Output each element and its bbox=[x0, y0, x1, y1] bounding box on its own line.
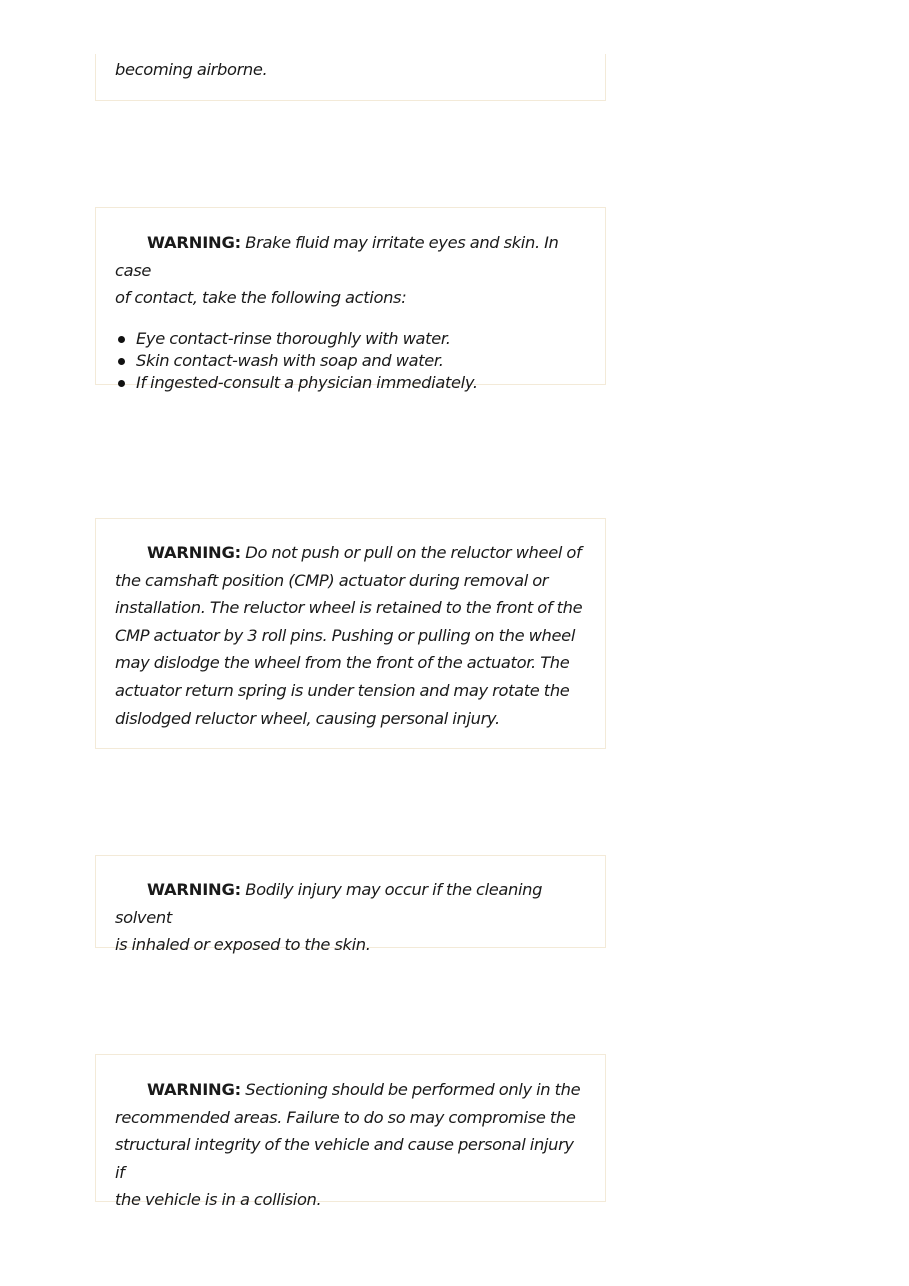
warning-line: Do not push or pull on the reluctor wheel of bbox=[240, 543, 582, 562]
warning-line: Bodily injury may occur if the cleaning solvent bbox=[115, 880, 543, 927]
warning-line: actuator return spring is under tension and may rotate the bbox=[115, 680, 570, 700]
list-item bbox=[136, 372, 605, 394]
bullet-icon bbox=[118, 358, 125, 365]
warning-line: of contact, take the following actions: bbox=[115, 288, 407, 308]
warning-label: WARNING: bbox=[147, 233, 241, 252]
warning-text bbox=[96, 1055, 605, 1214]
notice-line: becoming airborne. bbox=[115, 60, 268, 79]
notice-text bbox=[96, 54, 605, 84]
warning-box-cleaning-solvent bbox=[95, 855, 606, 955]
warning-text bbox=[96, 856, 605, 959]
warning-line: recommended areas. Failure to do so may compromise the bbox=[115, 1107, 576, 1127]
warning-line: Brake fluid may irritate eyes and skin. In case bbox=[115, 233, 559, 280]
warning-line: CMP actuator by 3 roll pins. Pushing or pulling on the wheel bbox=[115, 625, 576, 645]
list-item-text: Skin contact-wash with soap and water. bbox=[136, 350, 444, 370]
warning-line: the camshaft position (CMP) actuator during removal or bbox=[115, 570, 549, 590]
warning-line: Sectioning should be performed only in the bbox=[240, 1080, 581, 1099]
notice-box-continuation bbox=[95, 54, 606, 101]
actions-list bbox=[96, 328, 605, 394]
list-item-text: If ingested-consult a physician immediately. bbox=[136, 372, 478, 392]
warning-box-reluctor-wheel bbox=[95, 518, 606, 749]
bullet-icon bbox=[118, 336, 125, 343]
warning-box-sectioning bbox=[95, 1054, 606, 1210]
warning-line: the vehicle is in a collision. bbox=[115, 1190, 322, 1210]
warning-label: WARNING: bbox=[147, 1080, 241, 1099]
warning-label: WARNING: bbox=[147, 543, 241, 562]
warning-text bbox=[96, 519, 605, 732]
warning-line: is inhaled or exposed to the skin. bbox=[115, 935, 371, 955]
list-item-text: Eye contact-rinse thoroughly with water. bbox=[136, 328, 451, 348]
warning-line: installation. The reluctor wheel is retained to the front of the bbox=[115, 598, 583, 618]
warning-line: dislodged reluctor wheel, causing personal injury. bbox=[115, 708, 500, 728]
warning-box-brake-fluid bbox=[95, 207, 606, 392]
bullet-icon bbox=[118, 380, 125, 387]
warning-label: WARNING: bbox=[147, 880, 241, 899]
warning-line: structural integrity of the vehicle and cause personal injury if bbox=[115, 1135, 574, 1182]
list-item bbox=[136, 350, 605, 372]
list-item bbox=[136, 328, 605, 350]
warning-text bbox=[96, 208, 605, 312]
warning-line: may dislodge the wheel from the front of the actuator. The bbox=[115, 653, 570, 673]
